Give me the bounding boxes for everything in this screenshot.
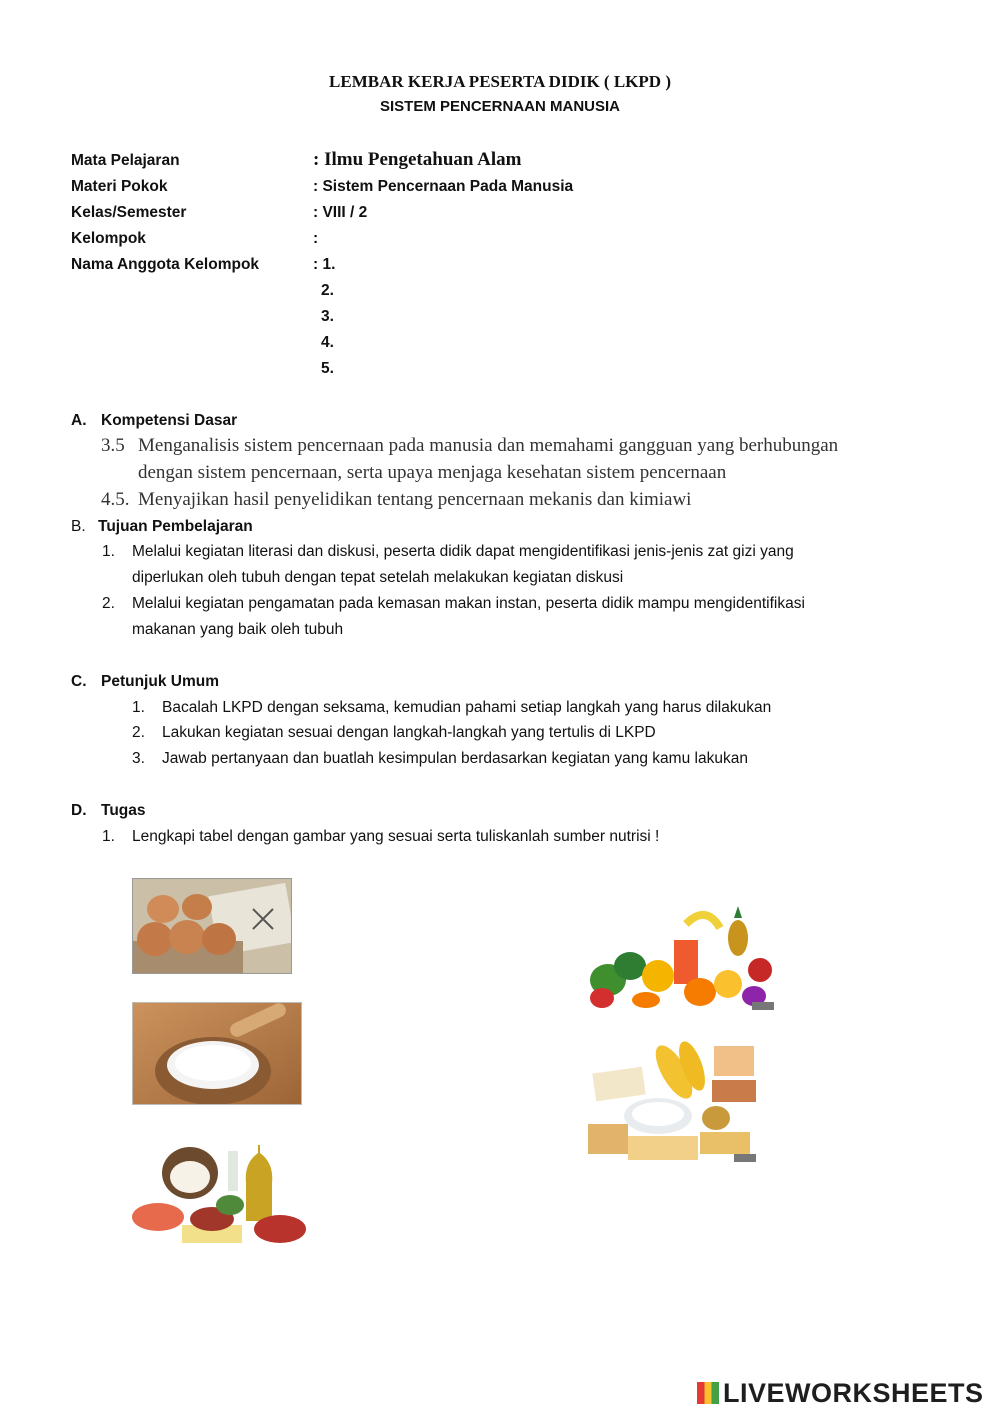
- competency-text-cont: dengan sistem pencernaan, serta upaya menjaga kesehatan sistem pencernaan: [138, 462, 727, 483]
- info-value-class: : VIII / 2: [313, 204, 368, 221]
- objective-text-cont: makanan yang baik oleh tubuh: [132, 621, 344, 638]
- section-d-heading: Tugas: [101, 802, 146, 819]
- instruction-number: 3.: [132, 750, 145, 767]
- info-label-subject: Mata Pelajaran: [71, 152, 180, 169]
- info-value-group: :: [313, 230, 319, 247]
- info-label-class: Kelas/Semester: [71, 204, 187, 221]
- fruits-vegetables-photo[interactable]: [588, 904, 776, 1011]
- info-value-topic: : Sistem Pencernaan Pada Manusia: [313, 178, 574, 195]
- objective-text: Melalui kegiatan pengamatan pada kemasan makan instan, peserta didik mampu mengidentifikasi: [132, 595, 805, 612]
- section-b-number: B.: [71, 518, 86, 535]
- competency-text: Menyajikan hasil penyelidikan tentang pencernaan mekanis dan kimiawi: [138, 489, 692, 510]
- salt-bowl-photo[interactable]: [132, 1002, 302, 1105]
- info-label-members: Nama Anggota Kelompok: [71, 256, 260, 273]
- member-2: 2.: [321, 282, 334, 299]
- objective-number: 2.: [102, 595, 115, 612]
- competency-text: Menganalisis sistem pencernaan pada manusia dan memahami gangguan yang berhubungan: [138, 435, 839, 456]
- carbs-illustration: [588, 1040, 758, 1164]
- competency-number: 4.5.: [101, 489, 130, 510]
- instruction-number: 1.: [132, 699, 145, 716]
- objective-text: Melalui kegiatan literasi dan diskusi, peserta didik dapat mengidentifikasi jenis-jenis zat gizi yang: [132, 543, 794, 560]
- info-label-group: Kelompok: [71, 230, 146, 247]
- salt-illustration: [133, 1003, 301, 1104]
- section-a-heading: Kompetensi Dasar: [101, 412, 238, 429]
- objective-text-cont: diperlukan oleh tubuh dengan tepat setelah melakukan kegiatan diskusi: [132, 569, 624, 586]
- competency-number: 3.5: [101, 435, 125, 456]
- brand-text: LIVEWORKSHEETS: [723, 1378, 984, 1408]
- eggs-photo[interactable]: [132, 878, 292, 974]
- instruction-text: Bacalah LKPD dengan seksama, kemudian pahami setiap langkah yang harus dilakukan: [162, 699, 772, 716]
- member-5: 5.: [321, 360, 334, 377]
- brand-icon: [697, 1382, 719, 1404]
- carbohydrates-photo[interactable]: [588, 1040, 758, 1164]
- page-subtitle: SISTEM PENCERNAAN MANUSIA: [379, 98, 620, 115]
- task-text: Lengkapi tabel dengan gambar yang sesuai serta tuliskanlah sumber nutrisi !: [132, 828, 660, 845]
- task-number: 1.: [102, 828, 115, 845]
- section-a-number: A.: [71, 412, 87, 429]
- member-4: 4.: [321, 334, 334, 351]
- liveworksheets-logo: [697, 1378, 984, 1409]
- instruction-text: Jawab pertanyaan dan buatlah kesimpulan berdasarkan kegiatan yang kamu lakukan: [162, 750, 748, 767]
- section-d-number: D.: [71, 802, 87, 819]
- info-value-member-1: : 1.: [313, 256, 336, 273]
- section-c-heading: Petunjuk Umum: [101, 673, 219, 690]
- eggs-illustration: [133, 879, 291, 973]
- fruits-illustration: [588, 904, 776, 1011]
- page-title: LEMBAR KERJA PESERTA DIDIK ( LKPD ): [329, 72, 671, 91]
- instruction-text: Lakukan kegiatan sesuai dengan langkah-langkah yang tertulis di LKPD: [162, 724, 656, 741]
- member-3: 3.: [321, 308, 334, 325]
- info-value-subject: : Ilmu Pengetahuan Alam: [313, 149, 522, 170]
- section-b-heading: Tujuan Pembelajaran: [98, 518, 253, 535]
- info-label-topic: Materi Pokok: [71, 178, 168, 195]
- objective-number: 1.: [102, 543, 115, 560]
- section-c-number: C.: [71, 673, 87, 690]
- fats-and-oils-photo[interactable]: [130, 1133, 310, 1249]
- fats-illustration: [130, 1133, 310, 1249]
- instruction-number: 2.: [132, 724, 145, 741]
